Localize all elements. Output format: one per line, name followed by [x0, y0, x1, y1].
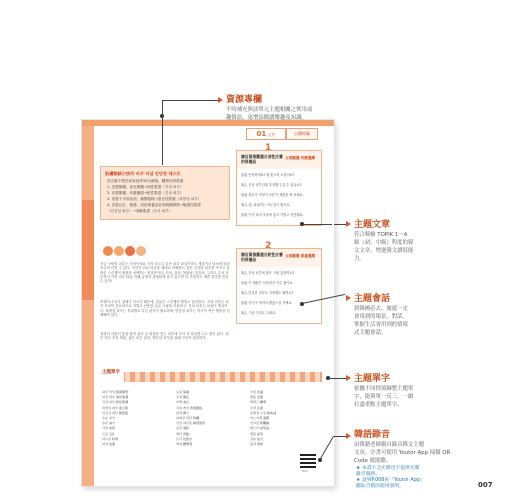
vocab-item: 순한 溫和 — [176, 426, 190, 431]
card-tag: 文章擷選 均衡選擇 — [285, 156, 316, 160]
lesson-tag: 自購經驗 — [286, 128, 318, 140]
dialogue-line: 客人 건성 피부에 좋은 크림 있을까요? — [241, 271, 295, 275]
vocab-item: 민감 피부용 敏感肌用 — [176, 421, 206, 426]
anno-text: 依據不同情境歸整主題單 字，能與單一反三，一網 打盡重點主題單字。 — [354, 386, 414, 408]
vocab-item: 진정 鎮定 — [176, 395, 190, 400]
vocab-label-box — [100, 366, 124, 388]
vocab-item: 건성 피부 乾性肌膚 — [102, 400, 129, 405]
dialogue-line: 店員 피부가 지성이시면 이 제품을 써 보세요. — [241, 193, 304, 197]
dialogue-line: 客人 민감한 피부도 사용해도 될까요? — [241, 291, 294, 295]
anno-title: 主題單字 — [354, 374, 391, 384]
page-number: 007 — [478, 481, 493, 489]
anno-line — [162, 100, 163, 116]
article-paragraph: 지금 사람의 피부는 지성이에요 각각 다르고 같은 피부 타입이라도 계절이나 날씨에 따라 조금씩 다를 수 있다. 자신의 피부 타입을 제대로 이해하는 것은 건강한 피부를 가꾸고 올바른 스킨케어 제품을 선택하는 첫걸음이다. 지성, 건성, 복합성, 민감성, 그리고 수서 피부까지 이번 피부 타입 이해 글에서 상세하게 알고 있으면 더 건강하고 예쁜 피부를 만들 수 있다! — [100, 262, 230, 284]
vocab-item: 피부 타입 肌膚類型 — [102, 390, 129, 394]
vocab-item: 에센스 精華 — [250, 400, 267, 405]
vocab-item: 세럼 精華液 — [176, 442, 193, 447]
tip-line: （민감성 피부）→油嫩肌膚（수서 피부） — [107, 209, 173, 213]
badge-circle — [136, 246, 146, 256]
tip-line: 1. 皮膚緊繃、油光明顯→油性肌膚（지성 피부） — [107, 185, 184, 189]
vocab-item: 크림 乳霜 — [250, 390, 264, 394]
tip-line: 4. 皮膚泛紅、敏感：試用保養品容易刺痛發熱→敏感性肌膚 — [107, 203, 201, 207]
left-color-band-accent — [82, 200, 94, 300]
card-tag: 文章擷選 保養選擇 — [285, 254, 316, 258]
vocab-item: 탄력 彈力 — [176, 410, 190, 415]
vocab-item: 성분 成分 — [250, 436, 264, 441]
vocab-item: 유분 油分 — [102, 421, 116, 426]
dialogue-line: 客人 지성 피부인데 추천해 주실 수 있나요? — [241, 183, 302, 187]
anno-title: 韓語錄音 — [354, 430, 391, 440]
vocab-item: 여드름 粉刺 — [102, 436, 119, 441]
vocab-item: 마스크팩 面膜 — [250, 416, 270, 421]
vocab-item: 수분 水分 — [102, 416, 116, 421]
tip-box-title: 肌膚測試小技巧 피부 타입 간단한 테스트 — [105, 171, 181, 176]
badge-circle — [125, 246, 135, 256]
vocab-item: 보습 保濕 — [176, 390, 190, 394]
vocab-item: 피지 皮脂 — [102, 442, 116, 447]
lesson-tab — [246, 128, 286, 140]
lesson-number: 01 — [256, 130, 267, 138]
card-title: 請店員推薦適合乾性皮膚的保養品 — [241, 252, 283, 262]
tip-line: 2. 皮膚緊繃、有緊繃感→乾性肌膚（건성 피부） — [107, 191, 184, 195]
vocab-item: 샘플 試用 — [250, 431, 264, 436]
dialogue-line: 店員 이건 피지 조절에 좋고 가볍고 산뜻해요. — [241, 213, 304, 217]
anno-line — [162, 100, 218, 101]
vocab-item: 클렌징 오일 卸妝油 — [250, 410, 277, 415]
arrow-icon — [346, 221, 351, 227]
vocab-item: 모공 毛孔 — [102, 431, 116, 436]
vocab-item: 복합성 피부 混合肌 — [102, 405, 129, 410]
dialogue-line: 客人 네, 파워지는 아무것이 좋아요. — [241, 203, 291, 207]
vocab-item: 선크림 防曬霜 — [250, 421, 270, 426]
left-color-band — [82, 126, 94, 486]
anno-line — [328, 378, 346, 379]
vocab-item: 자외선 차단 防曬 — [176, 416, 200, 421]
vocab-column-2 — [176, 390, 246, 447]
anno-title: 主題文章 — [354, 220, 391, 230]
tip-line: 洗完臉不擦任何東西等30分鐘後，觀察你的肌膚 — [107, 179, 184, 183]
anno-line — [333, 436, 346, 437]
anno-text: 到韓國必去、旅遊一定 會用到的場景，對話， 掌握生活會用到的情境 式主題會話。 — [354, 306, 408, 336]
vocab-item: 각질 角質 — [102, 426, 116, 431]
vocab-item: 토너 化妝水 — [176, 436, 193, 441]
arrow-icon — [346, 375, 351, 381]
anno-bullets: ★ 本書不含光碟也不提供光碟 錄音服務。 ★ 請到P.008看『Youtor App』 聽取音檔的使用說明。 — [356, 466, 425, 489]
vocab-item: 민감성 피부 敏感肌 — [102, 410, 129, 415]
article-paragraph: 정성의 사람의 통합 참여 관리 등 화장품 맞는 피부에 가서 각 타입별 수도 원인 있다. 피부 적극 추천 제품, 좋은 피부 관리, 깨끗한 피부를 위해 꾸준히 관리하자. — [100, 332, 229, 341]
article-paragraph: 비행이나 피부 상태가 다르기 때문에, 얼굴은 스킨케어 방법도 달라진다. 지성 피부는 피지 조절이 중요하므로 가볍고 산뜻한 수분 크림을 사용하고, 건성 피부는 보습이 핵심이다. 복합성 피부는 부위별로 다른 관리가 필요하며, 민감성 피부는 자극이 적은 제품을 선택해야 한다. — [100, 300, 230, 317]
book-page-number: 013 — [302, 469, 308, 473]
anno-text: 符合韓檢 TOPIK 1～4 級（初、中級）程度的韓 文文章，增進韓文讀寫能 力。 — [354, 232, 414, 262]
anno-text: 不時補充與該單元主題相關之實用或 趣資訊，更增添閱讀樂趣及知識。 — [226, 107, 313, 121]
card-number: 1 — [265, 143, 272, 153]
vocab-column-3 — [250, 390, 320, 447]
tip-line: 3. 皮膚下半部出油、頰側粗糙→混合性肌膚（복합성 피부） — [107, 197, 202, 201]
anno-line — [334, 224, 346, 225]
vocab-divider — [100, 372, 322, 382]
anno-title: 資源專欄 — [226, 95, 263, 105]
vocab-item: 로션 乳液 — [250, 405, 264, 410]
arrow-icon — [218, 97, 223, 103]
arrow-icon — [346, 433, 351, 439]
qr-code — [300, 452, 316, 468]
lesson-korean: 文件 — [267, 132, 276, 137]
card-title: 請店員推薦適合油性皮膚的保養品 — [241, 154, 283, 164]
card-number: 2 — [265, 241, 272, 251]
vocab-item: 앰플 安瓶 — [250, 395, 264, 400]
dialogue-line: 客人 그럼 이걸로 주세요. — [241, 311, 277, 315]
vocab-item: 주름 개선 改善皺紋 — [176, 405, 203, 410]
tip-box — [100, 166, 230, 220]
anno-line — [162, 115, 163, 165]
dialogue-line: 店員 안녕하세요! 뭘 찾으러 오셨어요? — [241, 173, 295, 177]
vocab-item: 지성 피부 油性肌膚 — [102, 395, 129, 400]
badge-circle — [114, 246, 124, 256]
vocab-item: 미백 美白 — [176, 400, 190, 405]
arrow-icon — [346, 295, 351, 301]
anno-title: 主題會話 — [354, 294, 391, 304]
vocab-label: 主題單字 — [102, 370, 120, 375]
anno-text: 由韓籍老師親自錄音韓文主題 文章，全書可使用 Youtor App 掃描 QR Code 就能聽。 — [354, 442, 451, 464]
dialogue-card-2 — [236, 241, 322, 324]
badge-circle — [103, 246, 113, 256]
vocab-column-1 — [102, 390, 172, 447]
dialogue-line: 店員 자극이 적어서 괜찮으실 거예요. — [241, 301, 293, 305]
vocab-item: 효과 效果 — [250, 442, 264, 447]
dialogue-line: 店員 이 제품은 보습력이 아주 좋아요. — [241, 281, 294, 285]
vocab-item: 테스터 試用品 — [250, 426, 270, 431]
anno-line — [302, 224, 332, 225]
vocab-item: 세안 洗臉 — [176, 431, 190, 436]
dialogue-card-1 — [236, 143, 322, 226]
